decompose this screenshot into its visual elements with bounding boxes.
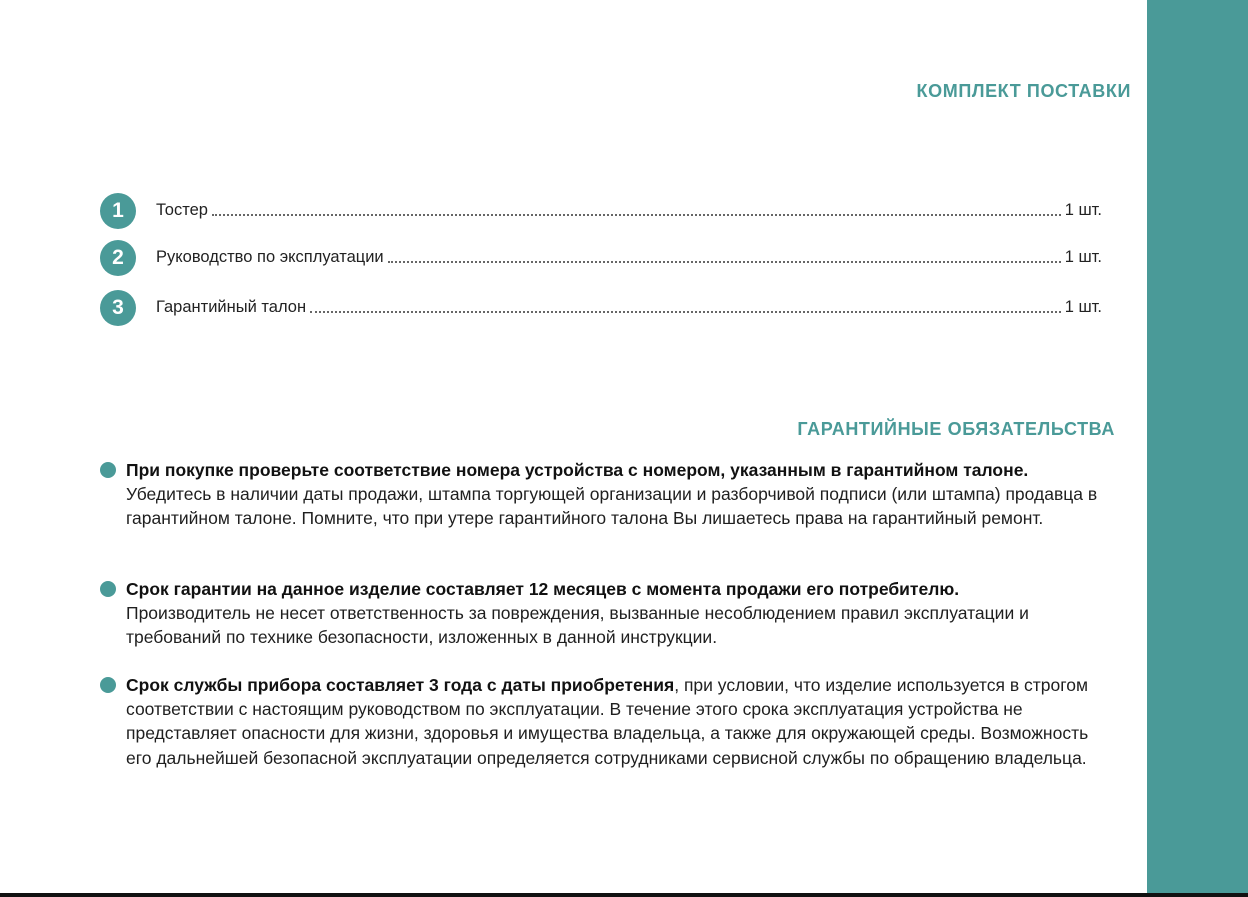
kit-item-qty: 1 шт. [1064,298,1102,316]
warranty-body: , при условии, что изделие используется в строгом соответствии с настоящим руководством по эксплуатации. В течение этого срока эксплуатация устройства не представляет опасности для жизни, здоровья и имущества владельца, а также для окружающей среды. Возможность его дальнейшей безопасной эксплуатации определяется сотрудниками сервисной службы по обращению владельца. [126,675,1089,768]
bottom-rule [0,893,1248,897]
warranty-bold-lead: При покупке проверьте соответствие номера устройства с номером, указанным в гарантийном талоне. [126,460,1029,480]
kit-item-name: Тостер [156,201,208,219]
bullet-dot [100,462,116,478]
warranty-bold-lead: Срок службы прибора составляет 3 года с даты приобретения [126,675,675,695]
kit-item-number: 2 [100,240,136,276]
side-color-band [1147,0,1248,893]
warranty-body: Убедитесь в наличии даты продажи, штампа торгующей организации и разборчивой подписи (или штампа) продавца в гарантийном талоне. Помните, что при утере гарантийного талона Вы лишаетесь права на гарантийный ремонт. [126,484,1098,529]
kit-item [100,193,1102,229]
kit-section-title: КОМПЛЕКТ ПОСТАВКИ [916,81,1131,101]
leader-dots [212,213,1061,216]
bullet-dot [100,581,116,597]
warranty-bold-lead: Срок гарантии на данное изделие составляет 12 месяцев с момента продажи его потребителю. [126,579,960,599]
kit-item-number: 3 [100,290,136,326]
warranty-text [126,577,1116,650]
kit-item-name: Гарантийный талон [156,298,307,316]
kit-item-number: 1 [100,193,136,229]
leader-dots [310,310,1061,313]
bullet-dot [100,677,116,693]
kit-item-qty: 1 шт. [1064,248,1102,266]
kit-item [100,240,1102,276]
kit-item [100,290,1102,326]
warranty-text [126,673,1116,770]
warranty-section-title: ГАРАНТИЙНЫЕ ОБЯЗАТЕЛЬСТВА [797,419,1115,439]
warranty-text [126,458,1116,531]
kit-item-qty: 1 шт. [1064,201,1102,219]
leader-dots [388,260,1061,263]
warranty-body: Производитель не несет ответственность за повреждения, вызванные несоблюдением правил эксплуатации и требований по технике безопасности, изложенных в данной инструкции. [126,603,1029,648]
kit-item-name: Руководство по эксплуатации [156,248,384,266]
